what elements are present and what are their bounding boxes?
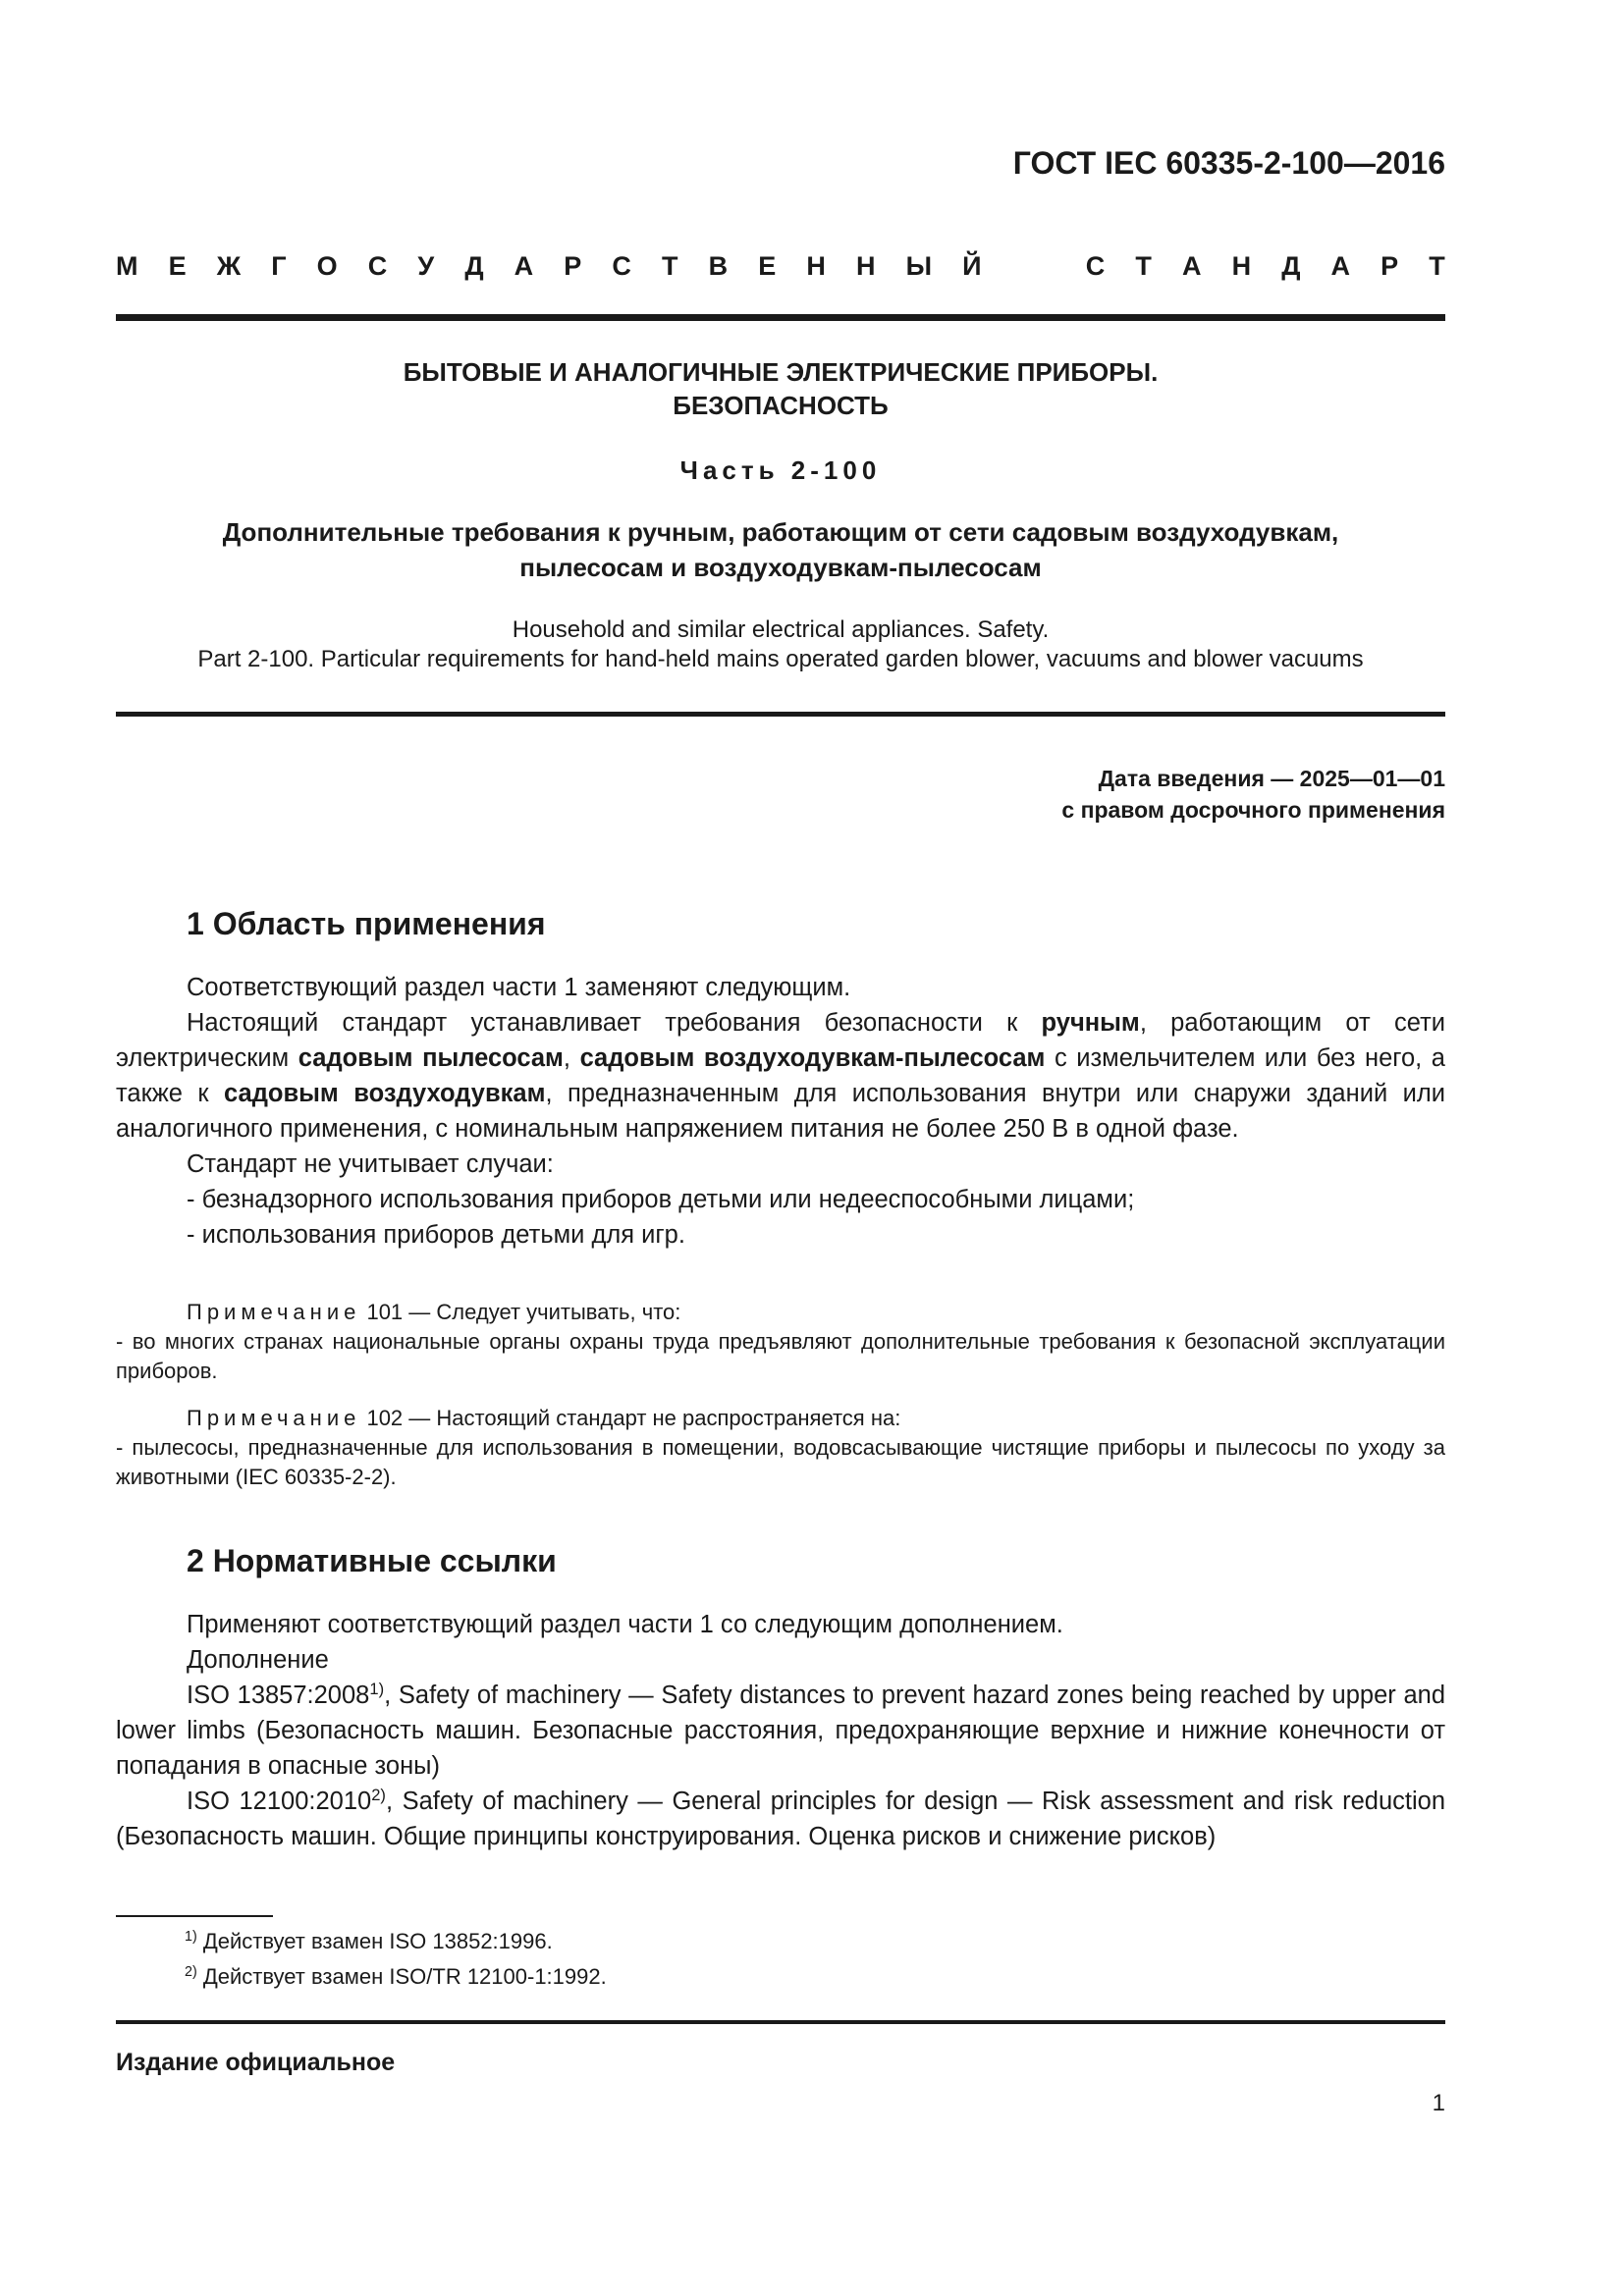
section-1-heading: 1 Область применения	[187, 906, 546, 941]
heading-letter: Т	[662, 251, 678, 281]
heading-letter: Р	[564, 251, 582, 281]
heading-letter: А	[1330, 251, 1351, 281]
standard-type-heading	[116, 251, 1445, 282]
reference-iso-13857: ISO 13857:2008$^{1)}$, Safety of machinery — Safety distances to prevent hazard zones being reached by upper and lower limbs (Безопасность машин. Безопасные расстояния, предохраняющие верхние и нижние конечности от попадания в опасные зоны)	[116, 1679, 1446, 1780]
page-number: 1	[1432, 2090, 1445, 2116]
heading-letter: В	[708, 251, 729, 281]
word-gap	[1012, 251, 1056, 282]
official-edition-label: Издание официальное	[116, 2049, 396, 2076]
note-101-body: - во многих странах национальные органы охраны труда предъявляют дополнительные требования к безопасной эксплуатации приборов.	[116, 1329, 1445, 1383]
note-102-label: Примечание	[187, 1406, 361, 1430]
heading-letter: М	[116, 251, 138, 281]
heading-letter: Й	[962, 251, 982, 281]
footnote-2: $^{2)}$ Действует взамен ISO/TR 12100-1:1992.	[185, 1964, 607, 1989]
title-line-2: БЕЗОПАСНОСТЬ	[673, 391, 889, 420]
heading-letter: С	[1085, 251, 1106, 281]
note-101-heading: 101 — Следует учитывать, что:	[360, 1300, 681, 1324]
footnote-ref-2: 2)	[371, 1785, 386, 1804]
heading-letter: Д	[1281, 251, 1301, 281]
section-2-paragraph-1: Применяют соответствующий раздел части 1 со следующим дополнением.	[187, 1611, 1063, 1638]
section-1-paragraph-2: Настоящий стандарт устанавливает требования безопасности к ручным, работающим от сети электрическим садовым пылесосам, садовым воздуходувкам-пылесосам с измельчителем или без него, а также к садовым воздуходувкам, предназначенным для использования внутри или снаружи зданий или аналогичного применения, с номинальным напряжением питания не более 250 В в одной фазе.	[116, 1009, 1446, 1143]
part-label: Часть 2-100	[679, 455, 882, 485]
note-102-body: - пылесосы, предназначенные для использования в помещении, водовсасывающие чистящие приборы и пылесосы по уходу за животными (IEC 60335-2-2).	[116, 1435, 1445, 1489]
section-1-paragraph-1: Соответствующий раздел части 1 заменяют следующим.	[187, 974, 851, 1001]
introduction-date: Дата введения — 2025—01—01	[1098, 766, 1445, 791]
heading-letter: Т	[1135, 251, 1152, 281]
section-2-body	[116, 1607, 1445, 1854]
title-line-1: БЫТОВЫЕ И АНАЛОГИЧНЫЕ ЭЛЕКТРИЧЕСКИЕ ПРИБОРЫ.	[403, 357, 1159, 387]
section-2-paragraph-2: Дополнение	[187, 1646, 329, 1674]
heading-letter: Ж	[216, 251, 242, 281]
reference-iso-12100: ISO 12100:2010$^{2)}$, Safety of machinery — General principles for design — Risk assessment and risk reduction (Безопасность машин. Общие принципы конструирования. Оценка рисков и снижение рисков)	[116, 1785, 1445, 1850]
title-rule	[116, 712, 1445, 717]
heading-letter: Ы	[905, 251, 933, 281]
heading-letter: Д	[464, 251, 484, 281]
early-application-note: с правом досрочного применения	[1061, 797, 1445, 823]
note-101	[116, 1298, 1445, 1386]
section-1-body	[116, 970, 1445, 1253]
note-101-label: Примечание	[187, 1300, 361, 1324]
footnote-rule	[116, 1915, 273, 1917]
heading-letter: О	[316, 251, 338, 281]
section-2-heading: 2 Нормативные ссылки	[187, 1543, 557, 1578]
footnote-ref-1: 1)	[369, 1679, 385, 1698]
heading-letter: Т	[1429, 251, 1445, 281]
heading-letter: А	[514, 251, 534, 281]
subtitle-line-2: пылесосам и воздуходувкам-пылесосам	[519, 553, 1042, 582]
document-number: ГОСТ IEC 60335-2-100—2016	[1012, 145, 1445, 181]
heading-letter: Е	[168, 251, 187, 281]
heading-letter: Н	[855, 251, 876, 281]
top-rule	[116, 314, 1445, 321]
section-1-paragraph-3: Стандарт не учитывает случаи:	[187, 1150, 554, 1178]
heading-letter: Н	[1231, 251, 1252, 281]
heading-letter: Р	[1380, 251, 1399, 281]
english-title-line-1: Household and similar electrical appliances. Safety.	[512, 616, 1050, 643]
english-title-line-2: Part 2-100. Particular requirements for hand-held mains operated garden blower, vacuums and blower vacuums	[197, 646, 1364, 672]
note-102-heading: 102 — Настоящий стандарт не распространяется на:	[360, 1406, 901, 1430]
bottom-rule	[116, 2020, 1445, 2024]
note-102	[116, 1404, 1445, 1492]
heading-letter: С	[612, 251, 631, 281]
exclusion-item-1: - безнадзорного использования приборов детьми или недееспособными лицами;	[187, 1186, 1135, 1213]
heading-letter: А	[1181, 251, 1202, 281]
exclusion-item-2: - использования приборов детьми для игр.	[187, 1221, 685, 1249]
heading-letter: Г	[271, 251, 287, 281]
heading-letter: С	[367, 251, 388, 281]
heading-letter: У	[417, 251, 435, 281]
footnote-1: $^{1)}$ Действует взамен ISO 13852:1996.	[185, 1929, 553, 1953]
subtitle-line-1: Дополнительные требования к ручным, работающим от сети садовым воздуходувкам,	[222, 517, 1339, 547]
heading-letter: Е	[758, 251, 777, 281]
heading-letter: Н	[806, 251, 826, 281]
